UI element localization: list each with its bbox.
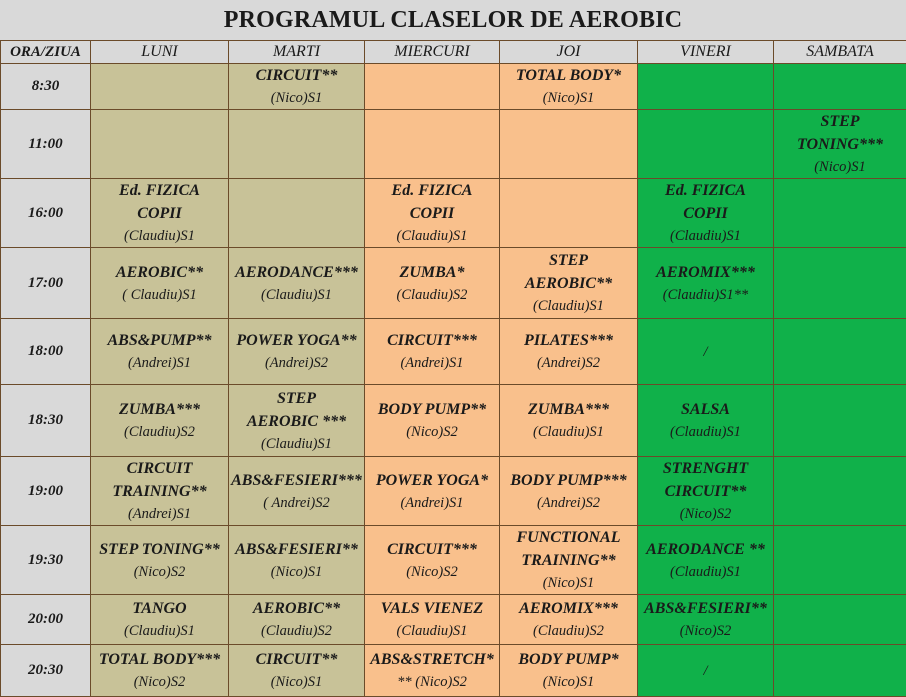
class-name: ABS&FESIERI**	[640, 597, 771, 620]
instructor-room: (Claudiu)S1	[93, 225, 226, 247]
instructor-room: (Claudiu)S1	[93, 620, 226, 642]
instructor-room: (Nico)S1	[231, 671, 362, 693]
instructor-room: (Andrei)S2	[502, 492, 635, 514]
class-cell-sambata	[774, 179, 906, 248]
time-cell: 19:30	[1, 526, 91, 595]
instructor-room: (Claudiu)S2	[367, 284, 497, 306]
class-name: Ed. FIZICA	[367, 179, 497, 202]
class-cell-joi	[500, 110, 638, 179]
table-row	[1, 64, 906, 110]
page-title: PROGRAMUL CLASELOR DE AEROBIC	[0, 0, 906, 41]
class-cell-miercuri	[365, 110, 500, 179]
instructor-room: (Claudiu)S1	[231, 284, 362, 306]
class-name: FUNCTIONAL	[502, 526, 635, 549]
class-cell-marti	[229, 385, 365, 457]
class-cell-vineri	[638, 526, 774, 595]
class-cell-miercuri	[365, 645, 500, 697]
class-name: CIRCUIT***	[367, 329, 497, 352]
header-sambata: SAMBATA	[774, 41, 906, 64]
class-cell-marti	[229, 248, 365, 319]
class-name: COPII	[93, 202, 226, 225]
table-row	[1, 110, 906, 179]
class-cell-marti	[229, 64, 365, 110]
class-name: AEROBIC**	[93, 261, 226, 284]
instructor-room: (Nico)S2	[640, 503, 771, 525]
class-name: ABS&FESIERI***	[231, 469, 362, 492]
class-name: TONING***	[776, 133, 904, 156]
class-name: CIRCUIT	[93, 457, 226, 480]
class-name: COPII	[367, 202, 497, 225]
class-name: ABS&STRETCH*	[367, 648, 497, 671]
class-name: TOTAL BODY*	[502, 64, 635, 87]
class-name: CIRCUIT**	[640, 480, 771, 503]
class-name: AEROBIC ***	[231, 410, 362, 433]
class-name: CIRCUIT***	[367, 538, 497, 561]
instructor-room: (Andrei)S2	[502, 352, 635, 374]
class-cell-luni	[91, 319, 229, 385]
class-name: AERODANCE **	[640, 538, 771, 561]
class-name: VALS VIENEZ	[367, 597, 497, 620]
class-cell-marti	[229, 457, 365, 526]
class-cell-miercuri	[365, 526, 500, 595]
instructor-room: (Andrei)S1	[93, 352, 226, 374]
class-cell-sambata	[774, 457, 906, 526]
instructor-room: (Claudiu)S1**	[640, 284, 771, 306]
time-cell: 17:00	[1, 248, 91, 319]
class-name: POWER YOGA**	[231, 329, 362, 352]
class-cell-joi	[500, 179, 638, 248]
class-name: CIRCUIT**	[231, 64, 362, 87]
class-cell-luni	[91, 457, 229, 526]
class-cell-joi	[500, 526, 638, 595]
header-vineri: VINERI	[638, 41, 774, 64]
class-cell-sambata	[774, 248, 906, 319]
time-cell: 20:30	[1, 645, 91, 697]
class-name: AEROMIX***	[640, 261, 771, 284]
header-row	[1, 41, 906, 64]
time-cell: 18:30	[1, 385, 91, 457]
class-cell-miercuri	[365, 595, 500, 645]
instructor-room: ( Claudiu)S1	[93, 284, 226, 306]
class-name: TOTAL BODY***	[93, 648, 226, 671]
class-cell-joi	[500, 319, 638, 385]
class-name: COPII	[640, 202, 771, 225]
class-cell-vineri	[638, 179, 774, 248]
class-cell-miercuri	[365, 179, 500, 248]
header-time: ORA/ZIUA	[1, 41, 91, 64]
time-cell: 8:30	[1, 64, 91, 110]
class-cell-miercuri	[365, 248, 500, 319]
class-cell-miercuri	[365, 64, 500, 110]
class-cell-vineri	[638, 645, 774, 697]
table-row	[1, 595, 906, 645]
class-cell-miercuri	[365, 319, 500, 385]
instructor-room: (Claudiu)S1	[367, 225, 497, 247]
header-marti: MARTI	[229, 41, 365, 64]
class-name: ZUMBA***	[502, 398, 635, 421]
table-row	[1, 179, 906, 248]
class-cell-sambata	[774, 645, 906, 697]
class-cell-luni	[91, 248, 229, 319]
class-cell-sambata	[774, 385, 906, 457]
class-cell-luni	[91, 110, 229, 179]
class-name: ZUMBA*	[367, 261, 497, 284]
class-name: TRAINING**	[502, 549, 635, 572]
instructor-room: (Andrei)S1	[367, 492, 497, 514]
instructor-room: (Claudiu)S1	[231, 433, 362, 455]
instructor-room: (Claudiu)S2	[502, 620, 635, 642]
class-name: BODY PUMP*	[502, 648, 635, 671]
instructor-room: (Claudiu)S1	[367, 620, 497, 642]
class-cell-joi	[500, 248, 638, 319]
class-cell-marti	[229, 645, 365, 697]
instructor-room: (Nico)S1	[502, 572, 635, 594]
class-name: SALSA	[640, 398, 771, 421]
class-name: BODY PUMP**	[367, 398, 497, 421]
instructor-room: (Nico)S1	[502, 87, 635, 109]
instructor-room: ** (Nico)S2	[367, 671, 497, 693]
table-row	[1, 248, 906, 319]
instructor-room: (Claudiu)S1	[640, 225, 771, 247]
class-cell-luni	[91, 385, 229, 457]
instructor-room: (Claudiu)S1	[502, 421, 635, 443]
class-name: STEP TONING**	[93, 538, 226, 561]
instructor-room: (Andrei)S1	[367, 352, 497, 374]
instructor-room: (Claudiu)S1	[640, 561, 771, 583]
class-name: AEROMIX***	[502, 597, 635, 620]
class-name: AEROBIC**	[231, 597, 362, 620]
class-name: STRENGHT	[640, 457, 771, 480]
class-name: ABS&PUMP**	[93, 329, 226, 352]
class-name: AEROBIC**	[502, 272, 635, 295]
class-cell-marti	[229, 319, 365, 385]
class-cell-marti	[229, 595, 365, 645]
instructor-room: (Claudiu)S2	[231, 620, 362, 642]
header-luni: LUNI	[91, 41, 229, 64]
class-cell-vineri	[638, 595, 774, 645]
class-name: PILATES***	[502, 329, 635, 352]
class-name: TANGO	[93, 597, 226, 620]
instructor-room: ( Andrei)S2	[231, 492, 362, 514]
instructor-room: (Nico)S2	[93, 671, 226, 693]
class-cell-vineri	[638, 64, 774, 110]
instructor-room: (Nico)S2	[367, 561, 497, 583]
instructor-room: /	[640, 341, 771, 363]
class-cell-joi	[500, 64, 638, 110]
class-cell-marti	[229, 526, 365, 595]
table-row	[1, 526, 906, 595]
class-cell-vineri	[638, 457, 774, 526]
instructor-room: (Andrei)S2	[231, 352, 362, 374]
class-name: CIRCUIT**	[231, 648, 362, 671]
class-cell-joi	[500, 595, 638, 645]
class-cell-sambata	[774, 64, 906, 110]
class-cell-joi	[500, 457, 638, 526]
class-name: AERODANCE***	[231, 261, 362, 284]
instructor-room: (Nico)S1	[502, 671, 635, 693]
instructor-room: /	[640, 660, 771, 682]
instructor-room: (Nico)S2	[640, 620, 771, 642]
class-name: ABS&FESIERI**	[231, 538, 362, 561]
instructor-room: (Nico)S1	[231, 87, 362, 109]
class-cell-sambata	[774, 319, 906, 385]
instructor-room: (Claudiu)S1	[640, 421, 771, 443]
class-cell-vineri	[638, 110, 774, 179]
class-cell-luni	[91, 64, 229, 110]
header-joi: JOI	[500, 41, 638, 64]
table-row	[1, 319, 906, 385]
class-cell-sambata	[774, 110, 906, 179]
instructor-room: (Claudiu)S2	[93, 421, 226, 443]
class-cell-miercuri	[365, 385, 500, 457]
class-name: ZUMBA***	[93, 398, 226, 421]
schedule-table	[0, 40, 906, 697]
class-cell-vineri	[638, 385, 774, 457]
table-row	[1, 457, 906, 526]
time-cell: 11:00	[1, 110, 91, 179]
instructor-room: (Nico)S2	[367, 421, 497, 443]
class-cell-joi	[500, 385, 638, 457]
class-cell-luni	[91, 645, 229, 697]
class-name: Ed. FIZICA	[93, 179, 226, 202]
class-cell-luni	[91, 179, 229, 248]
class-cell-sambata	[774, 595, 906, 645]
class-cell-vineri	[638, 248, 774, 319]
class-cell-luni	[91, 526, 229, 595]
instructor-room: (Claudiu)S1	[502, 295, 635, 317]
header-miercuri: MIERCURI	[365, 41, 500, 64]
time-cell: 18:00	[1, 319, 91, 385]
class-cell-marti	[229, 110, 365, 179]
class-cell-marti	[229, 179, 365, 248]
class-name: Ed. FIZICA	[640, 179, 771, 202]
class-name: STEP	[231, 387, 362, 410]
instructor-room: (Andrei)S1	[93, 503, 226, 525]
time-cell: 19:00	[1, 457, 91, 526]
class-cell-joi	[500, 645, 638, 697]
class-name: STEP	[776, 110, 904, 133]
table-row	[1, 645, 906, 697]
class-cell-sambata	[774, 526, 906, 595]
instructor-room: (Nico)S2	[93, 561, 226, 583]
class-name: BODY PUMP***	[502, 469, 635, 492]
time-cell: 16:00	[1, 179, 91, 248]
class-name: STEP	[502, 249, 635, 272]
instructor-room: (Nico)S1	[776, 156, 904, 178]
instructor-room: (Nico)S1	[231, 561, 362, 583]
class-cell-luni	[91, 595, 229, 645]
table-row	[1, 385, 906, 457]
class-cell-vineri	[638, 319, 774, 385]
class-cell-miercuri	[365, 457, 500, 526]
time-cell: 20:00	[1, 595, 91, 645]
class-name: TRAINING**	[93, 480, 226, 503]
class-name: POWER YOGA*	[367, 469, 497, 492]
